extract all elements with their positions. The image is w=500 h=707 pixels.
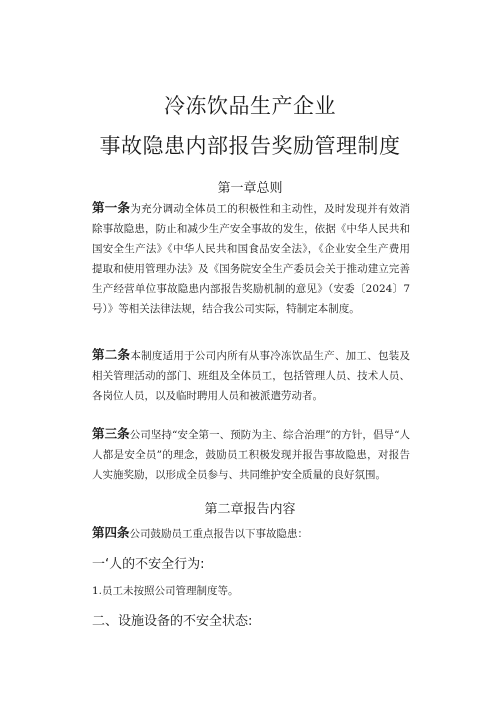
article-2-lead: 第二条 [92,347,131,362]
chapter-1-heading: 第一章总则 [217,181,283,196]
article-4-text: 公司鼓励员工重点报告以下事故隐患： [129,528,309,540]
document-title-line2: 事故隐患内部报告奖励管理制度 [99,134,401,158]
article-4 [92,523,410,544]
article-2 [92,345,410,406]
document-title-line1: 冷冻饮品生产企业 [164,94,336,118]
article-1 [92,198,410,319]
article-3 [92,424,410,485]
section-heading-equipment-state: 二、设施设备的不安全状态: [92,614,253,629]
chapter-2-heading: 第二章报告内容 [204,502,296,517]
article-3-text: 公司坚持“安全第一、预防为主、综合治理”的方针，倡导“人人都是安全员”的理念，鼓励员工积极发现并报告事故隐患，对报告人实施奖励，以形成全员参与、共同维护安全质量的良好氛围。 [92,429,410,481]
article-1-text: 为充分调动全体员工的积极性和主动性，及时发现并有效消除事故隐患，防止和减少生产安全事故的发生，依据《中华人民共和国安全生产法》《中华人民共和国食品安全法》，《企业安全生产费用提取和使用管理办法》及《国务院安全生产委员会关于推动建立完善生产经营单位事故隐患内部报告奖励机制的意见》（安委〔2024〕7号）》等相关法律法规，结合我公司实际，特制定本制度。 [92,203,410,315]
list-item-1: 1.员工未按照公司管理制度等。 [92,585,239,597]
article-4-lead: 第四条 [92,525,130,540]
section-heading-human-behavior: 一‘人的不安全行为: [92,557,205,572]
article-2-text: 本制度适用于公司内所有从事冷冻饮品生产、加工、包装及相关管理活动的部门、班组及全体员工，包括管理人员、技术人员、各岗位人员，以及临时聘用人员和被派遣劳动者。 [92,350,410,402]
article-1-lead: 第一条 [92,200,131,215]
article-3-lead: 第三条 [92,426,130,441]
